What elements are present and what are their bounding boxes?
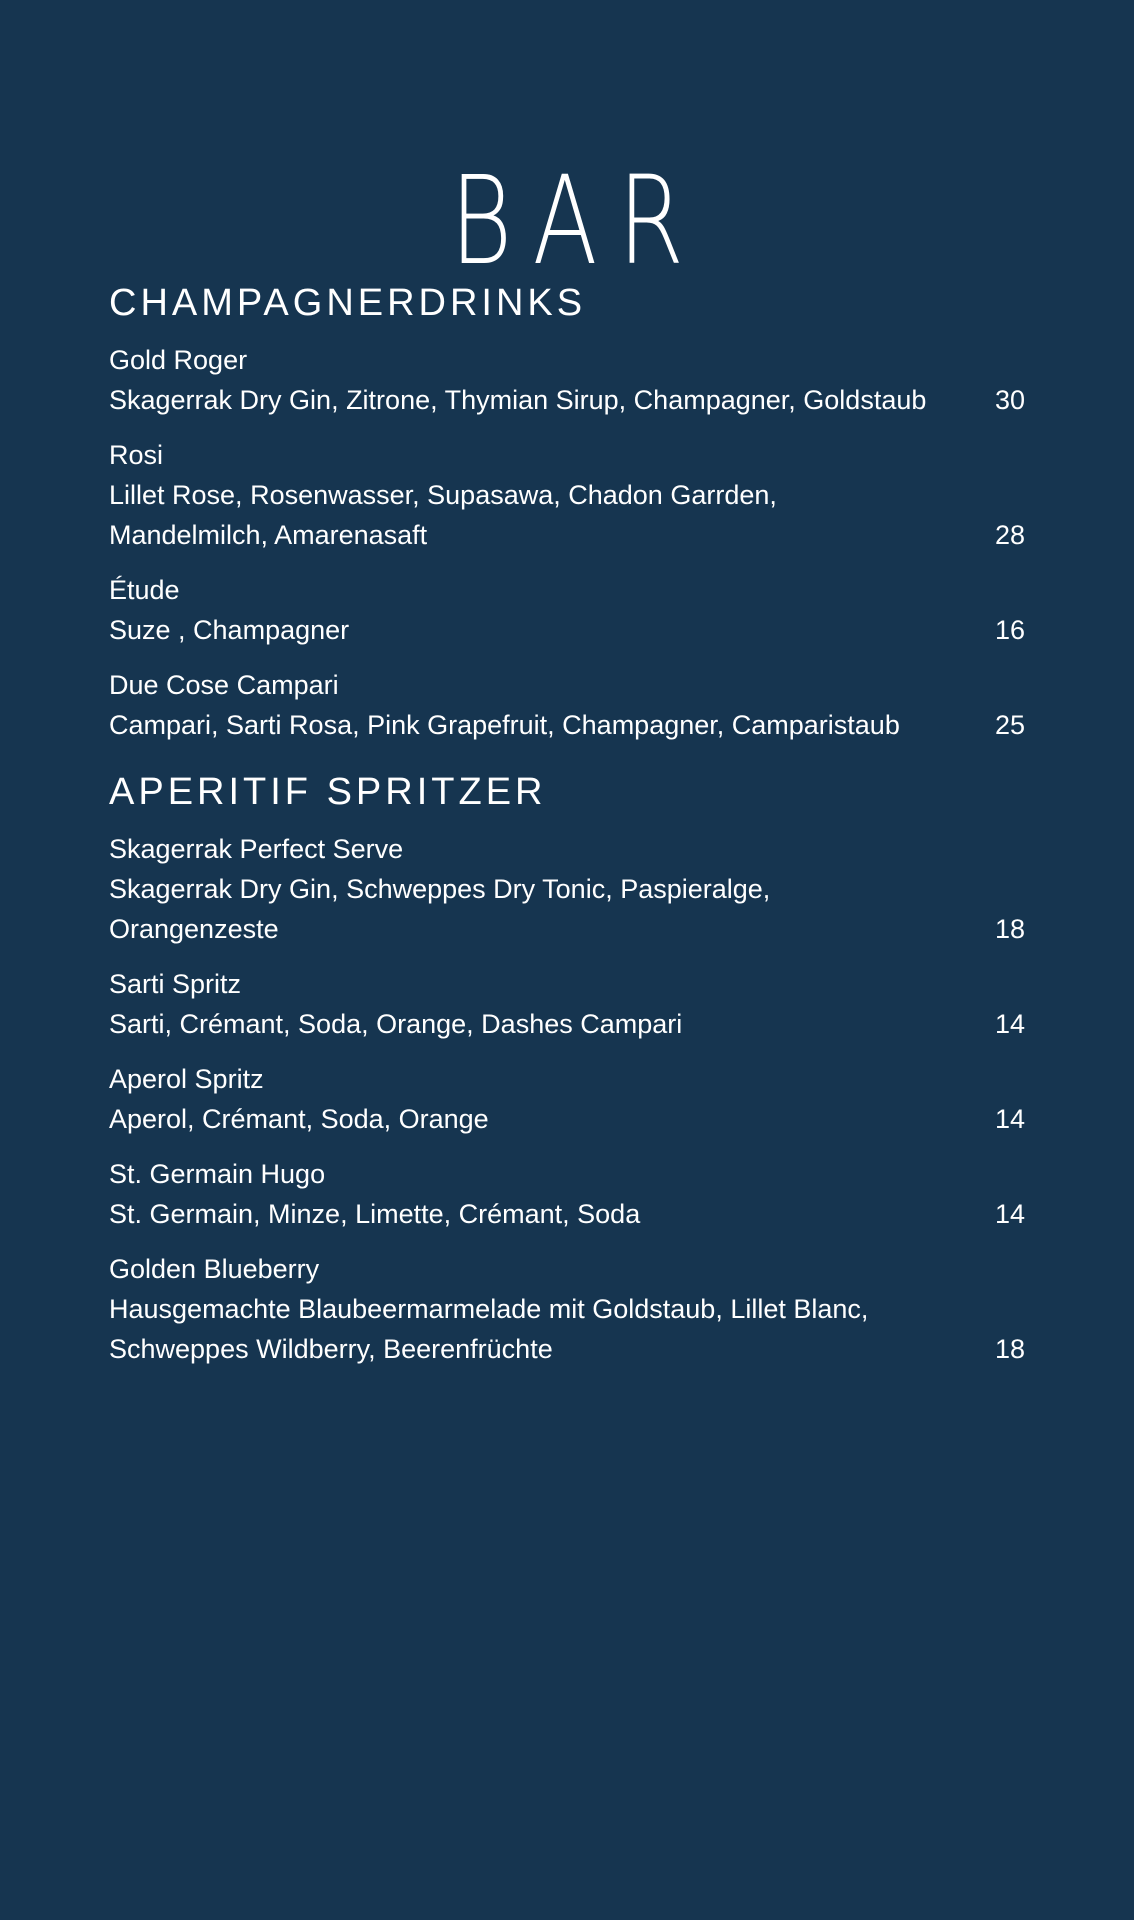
item-price: 25 (994, 710, 1025, 740)
section-heading: APERITIF SPRITZER (109, 771, 547, 813)
item-name: Golden Blueberry (109, 1254, 320, 1284)
menu-item-skagerrak-perfect-serve (109, 829, 1025, 949)
menu-item-due-cose-campari (109, 665, 1025, 745)
item-price: 14 (994, 1009, 1025, 1039)
item-description: Aperol, Crémant, Soda, Orange (109, 1104, 489, 1134)
item-description: Suze , Champagner (109, 615, 350, 645)
menu-item-aperol-spritz (109, 1059, 1025, 1139)
item-description: St. Germain, Minze, Limette, Crémant, Soda (109, 1199, 641, 1229)
item-description: Campari, Sarti Rosa, Pink Grapefruit, Champagner, Camparistaub (109, 710, 900, 740)
item-description: Skagerrak Dry Gin, Zitrone, Thymian Sirup, Champagner, Goldstaub (109, 385, 927, 415)
page-title: BAR (449, 149, 705, 292)
item-price: 28 (994, 520, 1025, 550)
item-name: Due Cose Campari (109, 670, 339, 700)
item-price: 30 (994, 385, 1025, 415)
item-description: Skagerrak Dry Gin, Schweppes Dry Tonic, Paspieralge, Orangenzeste (109, 874, 771, 944)
item-name: Skagerrak Perfect Serve (109, 834, 404, 864)
item-price: 18 (994, 914, 1025, 944)
item-description: Hausgemachte Blaubeermarmelade mit Goldstaub, Lillet Blanc, Schweppes Wildberry, Beerenfrüchte (109, 1294, 869, 1364)
menu-item-golden-blueberry (109, 1249, 1025, 1369)
item-name: Gold Roger (109, 345, 248, 375)
section-aperitif-spritzer (109, 769, 1025, 1369)
section-heading: CHAMPAGNERDRINKS (109, 282, 587, 324)
menu-item-st-germain-hugo (109, 1154, 1025, 1234)
menu (109, 280, 1025, 1385)
item-name: Aperol Spritz (109, 1064, 264, 1094)
item-price: 16 (994, 615, 1025, 645)
item-price: 18 (994, 1334, 1025, 1364)
section-champagnerdrinks (109, 280, 1025, 745)
item-description: Lillet Rose, Rosenwasser, Supasawa, Chadon Garrden, Mandelmilch, Amarenasaft (109, 480, 777, 550)
item-name: St. Germain Hugo (109, 1159, 326, 1189)
item-name: Sarti Spritz (109, 969, 242, 999)
item-price: 14 (994, 1104, 1025, 1134)
item-price: 14 (994, 1199, 1025, 1229)
item-description: Sarti, Crémant, Soda, Orange, Dashes Campari (109, 1009, 683, 1039)
menu-item-rosi (109, 435, 1025, 555)
menu-item-etude (109, 570, 1025, 650)
menu-item-gold-roger (109, 340, 1025, 420)
menu-item-sarti-spritz (109, 964, 1025, 1044)
item-name: Étude (109, 575, 180, 605)
item-name: Rosi (109, 440, 164, 470)
